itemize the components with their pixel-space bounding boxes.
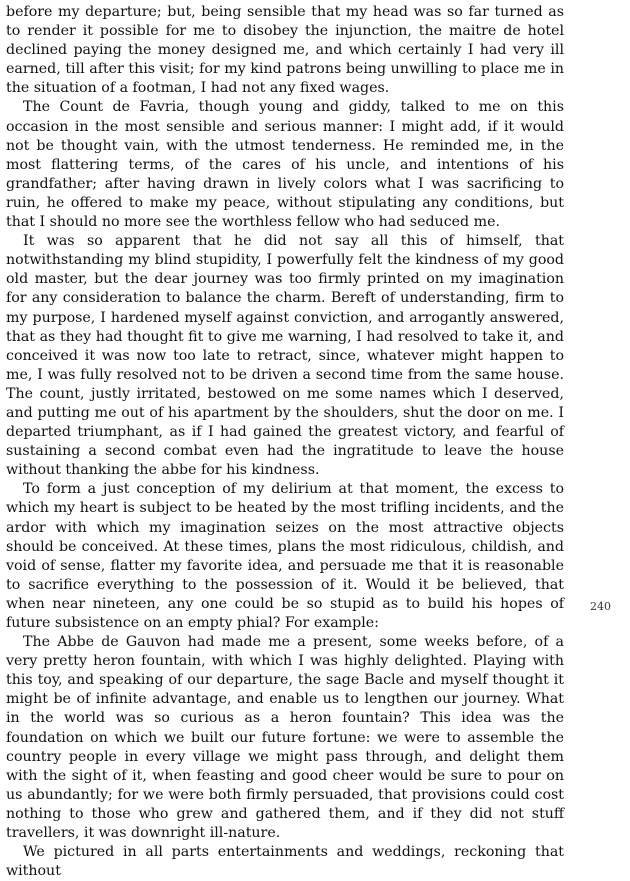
margin-page-number: 240 <box>590 600 611 613</box>
body-text <box>6 3 564 881</box>
paragraph-continued: before my departure; but, being sensible that my head was so far turned as to render it possible for me to disobey the injunction, the maitre de hotel declined paying the money designed me, and which certainly I had very ill earned, till after this visit; for my kind patrons being unwilling to place me in the situation of a footman, I had not any fixed wages. <box>6 4 564 97</box>
paragraph-heron-fountain: The Abbe de Gauvon had made me a present, some weeks before, of a very pretty heron fountain, with which I was highly delighted. Playing with this toy, and speaking of our departure, the sage Bacle and myself thought it might be of infinite advantage, and enable us to lengthen our journey. What in the world was so curious as a heron fountain? This idea was the foundation on which we built our future fortune: we were to assemble the country people in every village we might pass through, and delight them with the sight of it, when feasting and good cheer would be sure to pour on us abundantly; for we were both firmly persuaded, that provisions could cost nothing to those who grew and gathered them, and if they did not stuff travellers, it was downright ill-nature. <box>6 634 564 842</box>
paragraph-delirium: To form a just conception of my delirium at that moment, the excess to which my heart is subject to be heated by the most trifling incidents, and the ardor with which my imagination seizes on the most attractive objects should be conceived. At these times, plans the most ridiculous, childish, and void of sense, flatter my favorite idea, and persuade me that it is reasonable to sacrifice everything to the possession of it. Would it be believed, that when near nineteen, any one could be so stupid as to build his hopes of future subsistence on an empty phial? For example: <box>6 481 564 631</box>
paragraph-count-de-favria: The Count de Favria, though young and giddy, talked to me on this occasion in the most sensible and serious manner: I might add, if it would not be thought vain, with the utmost tenderness. He reminded me, in the most flattering terms, of the cares of his uncle, and intentions of his grandfather; after having drawn in lively colors what I was sacrificing to ruin, he offered to make my peace, without stipulating any conditions, but that I should no more see the worthless fellow who had seduced me. <box>6 99 564 231</box>
paragraph-blind-stupidity: It was so apparent that he did not say all this of himself, that notwithstanding my blind stupidity, I powerfully felt the kindness of my good old master, but the dear journey was too firmly printed on my imagination for any consideration to balance the charm. Bereft of understanding, firm to my purpose, I hardened myself against conviction, and arrogantly answered, that as they had thought fit to give me warning, I had resolved to take it, and conceived it was now too late to retract, since, whatever might happen to me, I was fully resolved not to be driven a second time from the same house. The count, justly irritated, bestowed on me some names which I deserved, and putting me out of his apartment by the shoulders, shut the door on me. I departed triumphant, as if I had gained the greatest victory, and fearful of sustaining a second combat even had the ingratitude to leave the house without thanking the abbe for his kindness. <box>6 233 564 479</box>
paragraph-entertainments: We pictured in all parts entertainments and weddings, reckoning that without <box>6 844 564 880</box>
